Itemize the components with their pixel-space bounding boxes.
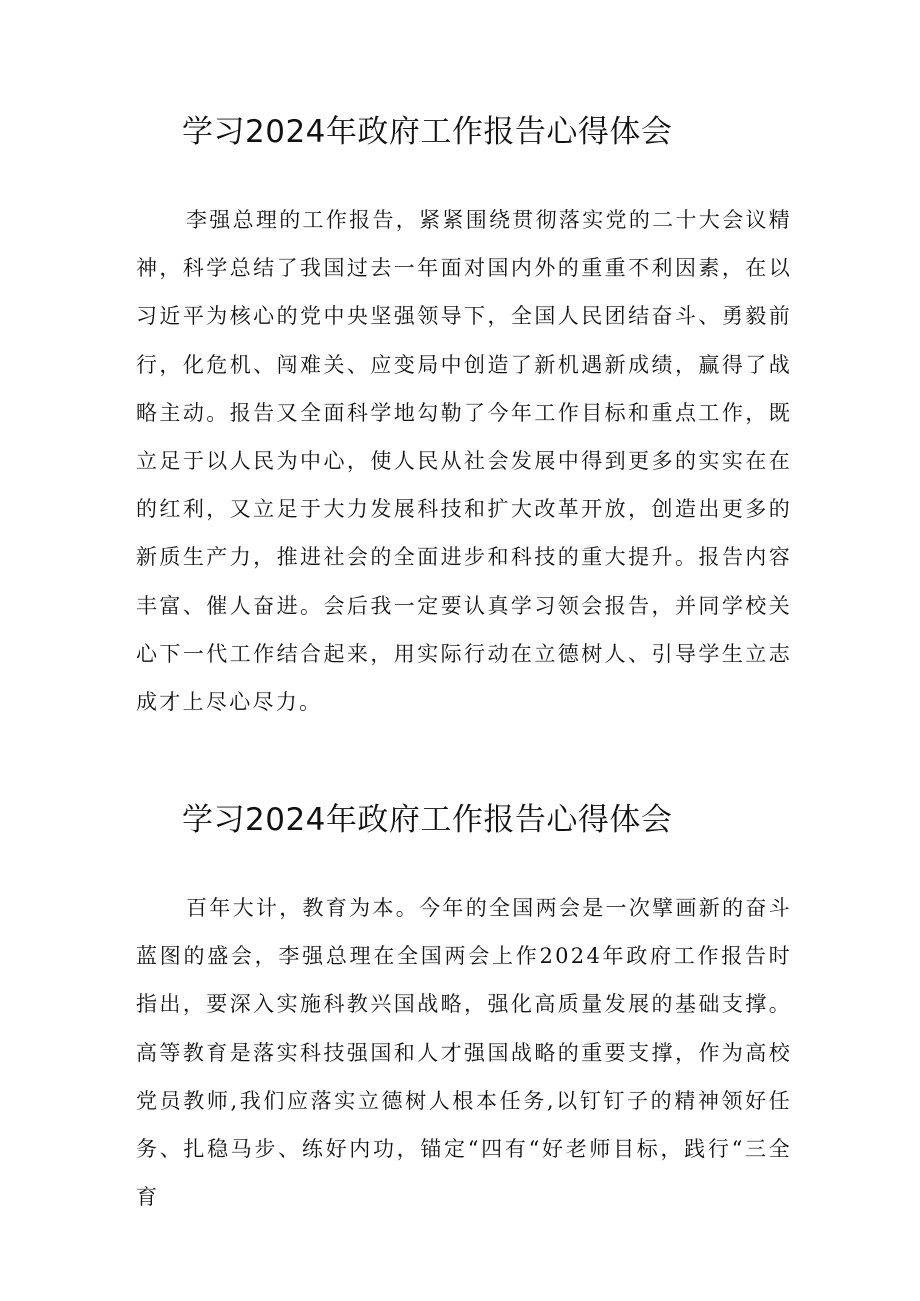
section-2-body: 百年大计，教育为本。今年的全国两会是一次擘画新的奋斗蓝图的盛会，李强总理在全国两会上作2024年政府工作报告时指出，要深入实施科教兴国战略，强化高质量发展的基础支撑。高等教育是落实科技强国和人才强国战略的重要支撑，作为高校党员教师,我们应落实立德树人根本任务,以钉钉子的精神领好任务、扎稳马步、练好内功，锚定“四有“好老师目标，践行“三全育: [136, 896, 792, 1210]
section-1-title: 学习2024年政府工作报告心得体会: [182, 114, 673, 150]
section-2-title: 学习2024年政府工作报告心得体会: [182, 802, 673, 838]
section-1-body: 李强总理的工作报告，紧紧围绕贯彻落实党的二十大会议精神，科学总结了我国过去一年面对国内外的重重不利因素，在以习近平为核心的党中央坚强领导下，全国人民团结奋斗、勇毅前行，化危机、闯难关、应变局中创造了新机遇新成绩，赢得了战略主动。报告又全面科学地勾勒了今年工作目标和重点工作，既立足于以人民为中心，使人民从社会发展中得到更多的实实在在的红利，又立足于大力发展科技和扩大改革开放，创造出更多的新质生产力，推进社会的全面进步和科技的重大提升。报告内容丰富、催人奋进。会后我一定要认真学习领会报告，并同学校关心下一代工作结合起来，用实际行动在立德树人、引导学生立志成才上尽心尽力。: [136, 208, 792, 715]
